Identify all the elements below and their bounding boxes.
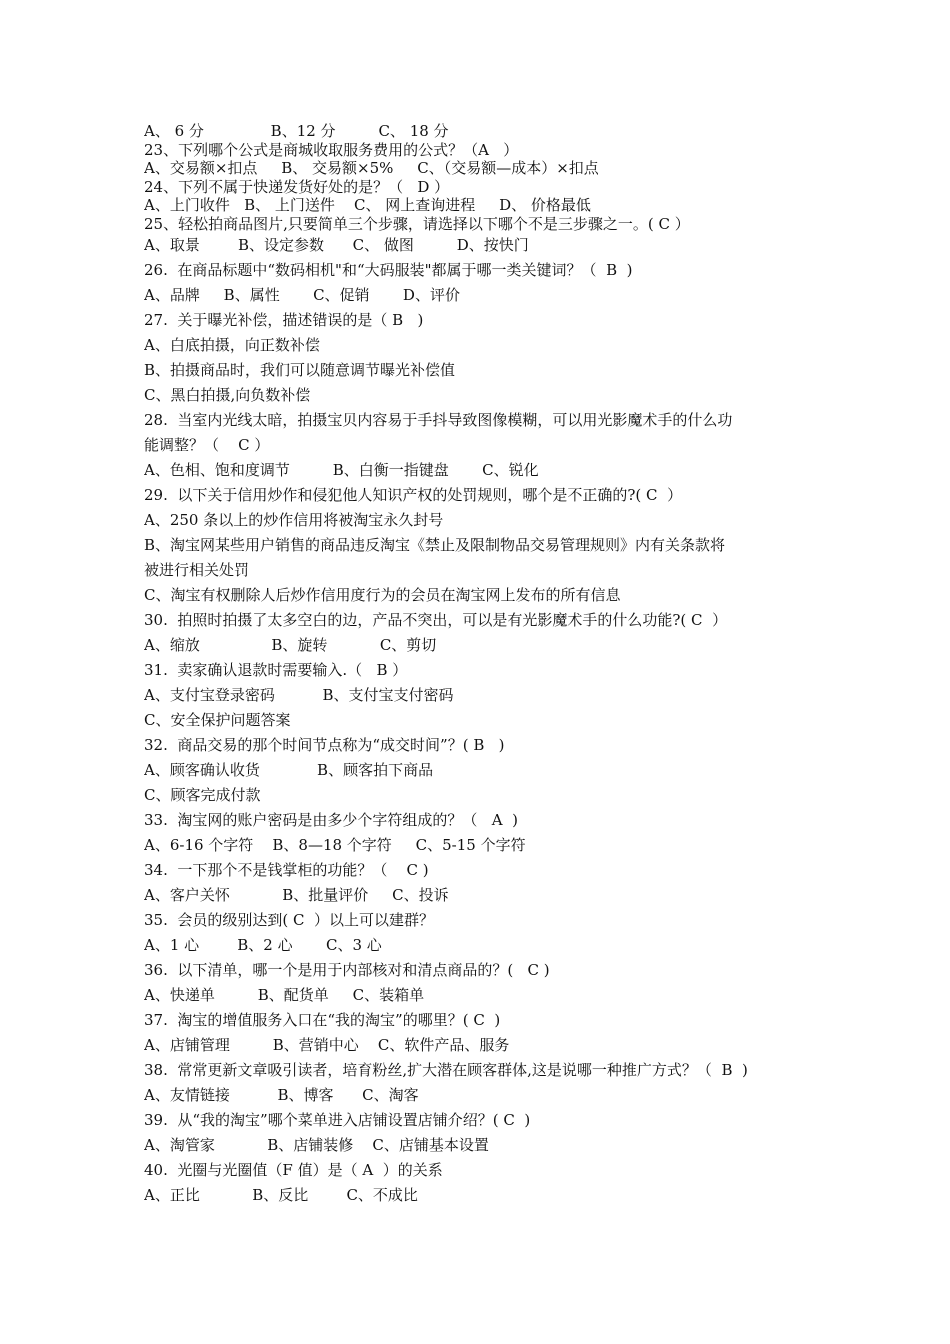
text-line: 40. 光圈与光圈值（F 值）是（ A ）的关系 xyxy=(144,1161,443,1179)
text-line: C、淘宝有权删除人后炒作信用度行为的会员在淘宝网上发布的所有信息 xyxy=(144,586,621,604)
text-line: C、黑白拍摄,向负数补偿 xyxy=(144,386,311,404)
text-line: 35. 会员的级别达到( C ）以上可以建群？ xyxy=(144,911,435,929)
text-line: 25、轻松拍商品图片,只要简单三个步骤，请选择以下哪个不是三步骤之一。( C ） xyxy=(144,214,690,233)
text-line: A、客户关怀 B、批量评价 C、投诉 xyxy=(144,886,449,904)
text-line: 能调整？（ C ） xyxy=(144,436,270,454)
text-line: 34. 一下那个不是钱掌柜的功能？（ C ) xyxy=(144,861,429,879)
text-line: 24、下列不属于快递发货好处的是？（ D ） xyxy=(144,177,450,196)
text-line: C、顾客完成付款 xyxy=(144,786,261,804)
text-line: 36. 以下清单，哪一个是用于内部核对和清点商品的？( C ) xyxy=(144,961,550,979)
text-line: A、缩放 B、旋转 C、剪切 xyxy=(144,636,437,654)
text-line: A、交易额×扣点 B、 交易额×5% C、（交易额—成本）×扣点 xyxy=(144,159,599,177)
text-line: A、色相、饱和度调节 B、白衡一指键盘 C、锐化 xyxy=(144,461,539,479)
text-line: B、淘宝网某些用户销售的商品违反淘宝《禁止及限制物品交易管理规则》内有关条款将 xyxy=(144,536,726,554)
text-line: A、顾客确认收货 B、顾客拍下商品 xyxy=(144,761,434,779)
text-line: A、正比 B、反比 C、不成比 xyxy=(144,1186,418,1204)
text-line: 38. 常常更新文章吸引读者，培育粉丝,扩大潜在顾客群体,这是说哪一种推广方式？（ B ) xyxy=(144,1061,748,1079)
text-line: A、取景 B、设定参数 C、 做图 D、按快门 xyxy=(144,236,529,254)
text-line: B、拍摄商品时，我们可以随意调节曝光补偿值 xyxy=(144,361,456,379)
text-line: 29. 以下关于信用炒作和侵犯他人知识产权的处罚规则，哪个是不正确的?( C ） xyxy=(144,486,683,504)
text-line: 被进行相关处罚 xyxy=(144,561,250,579)
text-line: 31. 卖家确认退款时需要输入.（ B ） xyxy=(144,661,408,679)
text-line: 33. 淘宝网的账户密码是由多少个字符组成的？（ A ) xyxy=(144,811,518,829)
text-line: 28. 当室内光线太暗，拍摄宝贝内容易于手抖导致图像模糊，可以用光影魔术手的什么功 xyxy=(144,411,733,429)
text-line: A、品牌 B、属性 C、促销 D、评价 xyxy=(144,286,460,304)
text-line: 30. 拍照时拍摄了太多空白的边，产品不突出，可以是有光影魔术手的什么功能?( C ） xyxy=(144,611,728,629)
text-line: 23、下列哪个公式是商城收取服务费用的公式？（A ） xyxy=(144,140,519,159)
text-line: A、支付宝登录密码 B、支付宝支付密码 xyxy=(144,686,454,704)
text-line: A、快递单 B、配货单 C、装箱单 xyxy=(144,986,425,1004)
text-line: C、安全保护问题答案 xyxy=(144,711,291,729)
text-line: 32. 商品交易的那个时间节点称为“成交时间”？( B ) xyxy=(144,736,505,754)
text-line: 39. 从“我的淘宝”哪个菜单进入店铺设置店铺介绍？( C ) xyxy=(144,1111,531,1129)
text-line: A、上门收件 B、 上门送件 C、 网上查询进程 D、 价格最低 xyxy=(144,196,591,214)
text-line: A、250 条以上的炒作信用将被淘宝永久封号 xyxy=(144,511,444,529)
text-line: 26. 在商品标题中“数码相机"和“大码服装"都属于哪一类关键词？（ B ) xyxy=(144,261,633,279)
text-line: A、店铺管理 B、营销中心 C、软件产品、服务 xyxy=(144,1036,510,1054)
text-line: A、淘管家 B、店铺装修 C、店铺基本设置 xyxy=(144,1136,489,1154)
text-line: A、白底拍摄，向正数补偿 xyxy=(144,336,320,354)
text-line: A、 6 分 B、12 分 C、 18 分 xyxy=(144,122,449,140)
text-line: A、1 心 B、2 心 C、3 心 xyxy=(144,936,382,954)
text-line: 27. 关于曝光补偿，描述错误的是（ B ) xyxy=(144,311,424,329)
text-line: A、6-16 个字符 B、8—18 个字符 C、5-15 个字符 xyxy=(144,836,526,854)
text-line: A、友情链接 B、博客 C、淘客 xyxy=(144,1086,419,1104)
quiz-content xyxy=(144,122,824,1208)
text-line: 37. 淘宝的增值服务入口在“我的淘宝”的哪里？( C ) xyxy=(144,1011,501,1029)
